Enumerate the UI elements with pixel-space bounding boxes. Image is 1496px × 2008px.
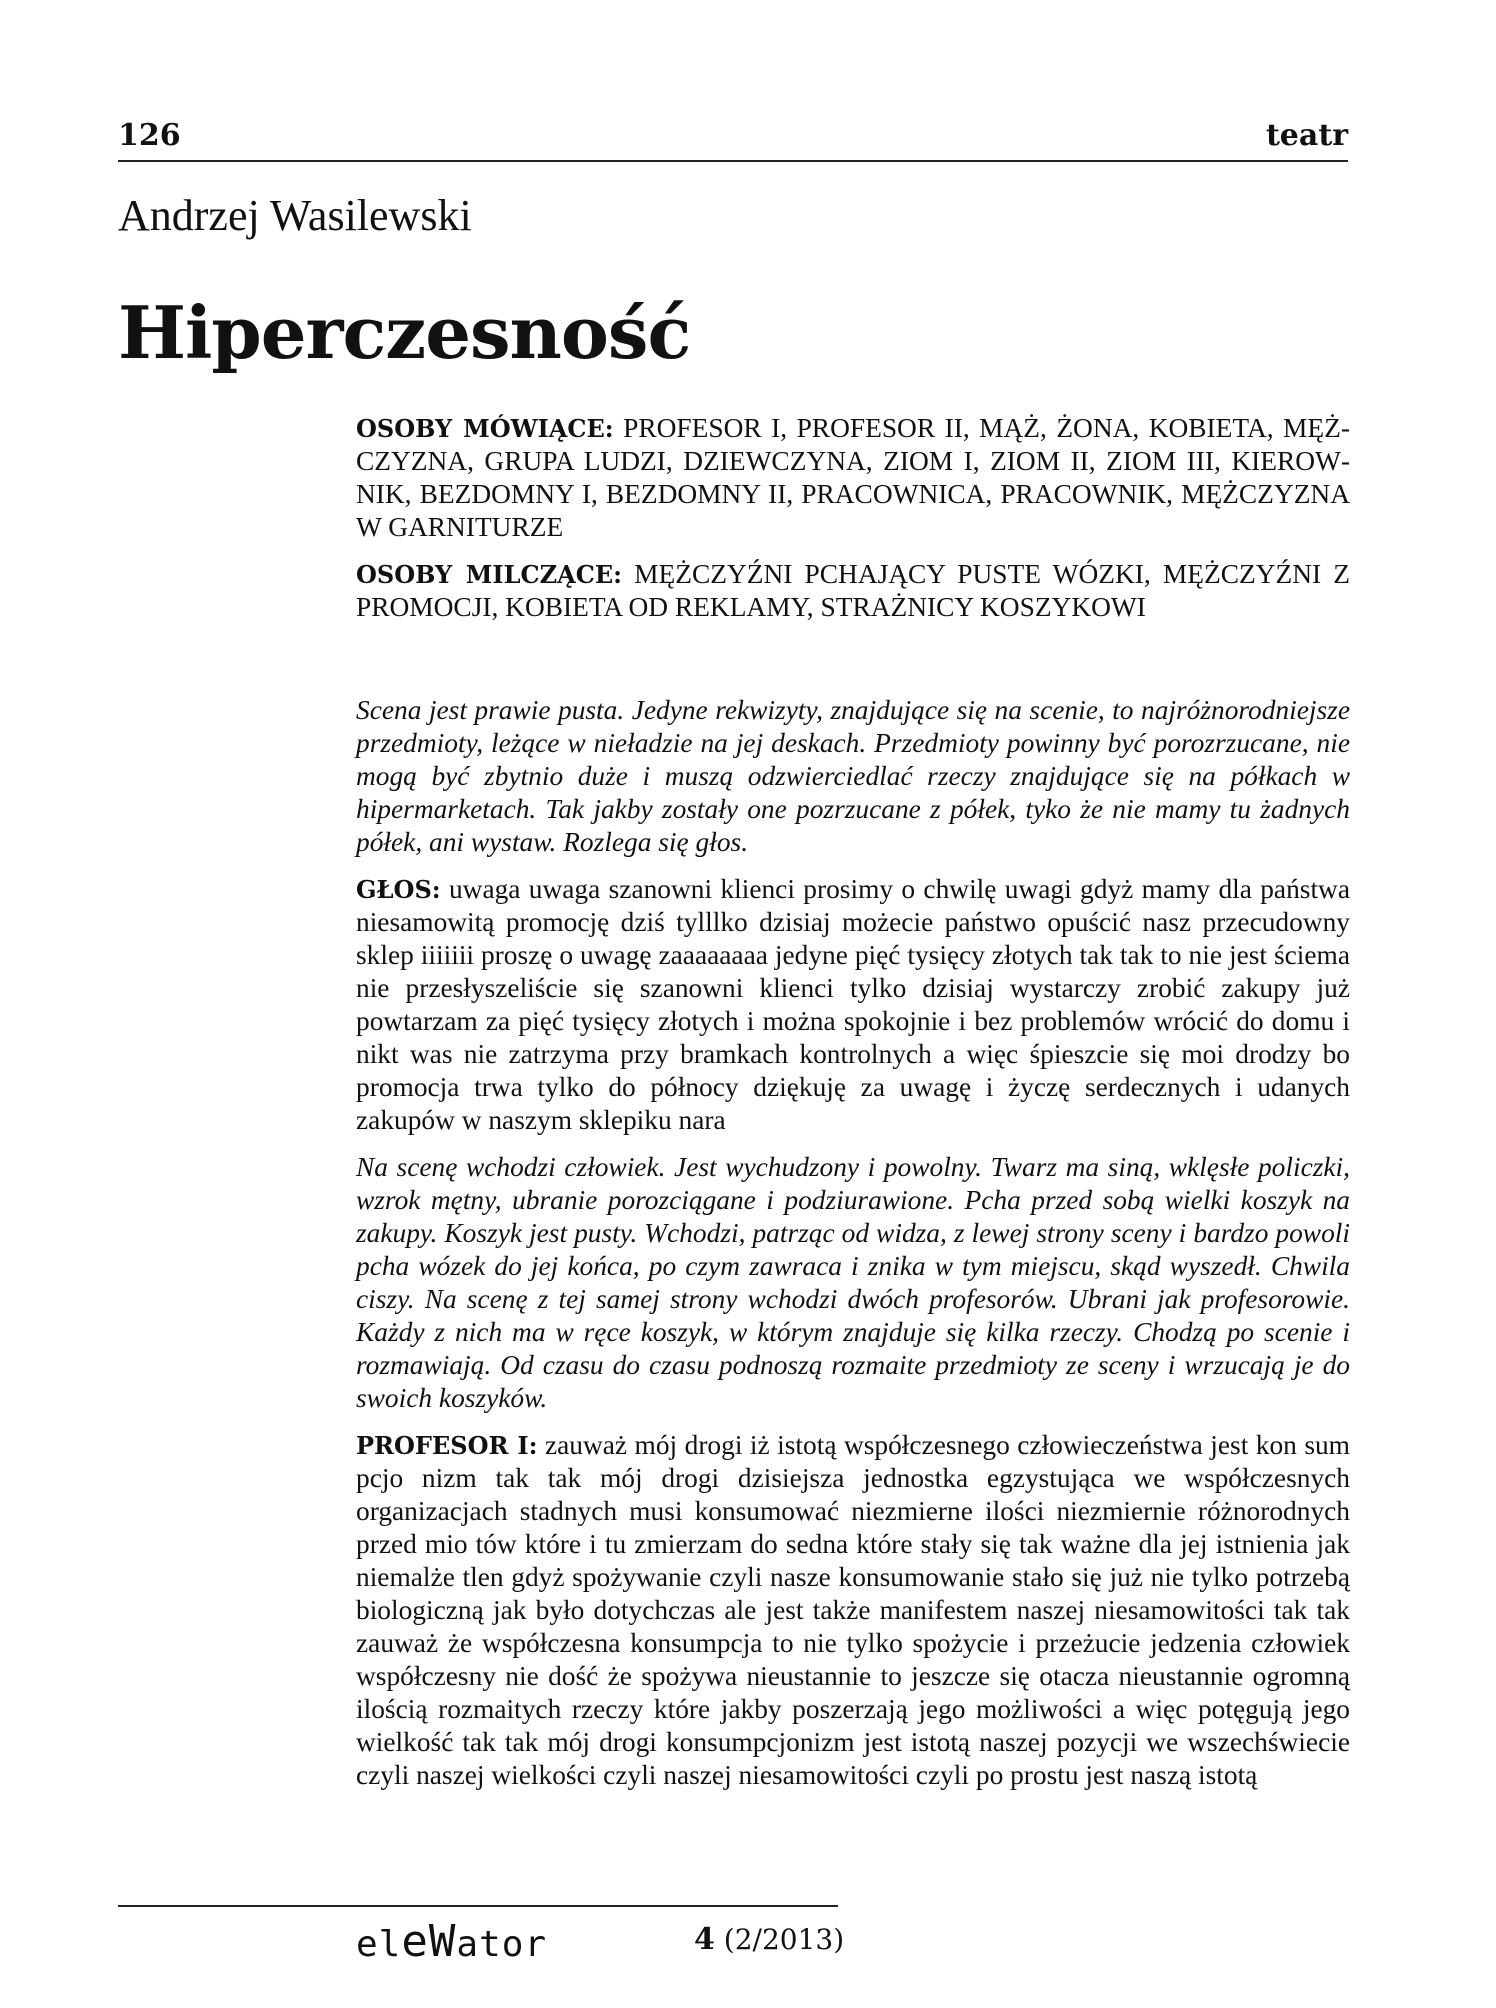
issue-detail: (2/2013): [714, 1923, 845, 1956]
page-number: 126: [118, 118, 181, 153]
dialogue-profesor-text: zauważ mój drogi iż istotą współczesnego człowieczeństwa jest kon sum pcjo nizm tak tak mój drogi dzisiejsza jednostka egzystująca we współczesnych organizacjach stadnych musi konsumować niezmierne ilości niezmiernie różnorodnych przed mio tów które i tu zmierzam do sedna które stały się tak ważne dla jej istnienia jak niemalże tlen gdyż spożywanie czyli nasze konsumowanie stało się już nie tylko potrzebą biologiczną jak było dotychczas ale jest także manifestem naszej niesamowitości tak tak zauważ że współczesna konsumpcja to nie tylko spożycie i przeżucie jedzenia człowiek współczesny nie dość że spożywa nieustannie to jeszcze się otacza nieustannie ogromną ilością rozmaitych rzeczy które jakby poszerzają jego możliwości a więc potęgują jego wielkość tak tak mój drogi konsumpcjonizm jest istotą naszej pozycji we wszechświecie czyli naszej wielkości czyli naszej niesamowitości czyli po prostu jest naszą istotą: [356, 1430, 1350, 1790]
spacer: [356, 638, 1350, 694]
issue-info: [694, 1922, 844, 1957]
cast-silent-label: OSOBY MILCZĄCE:: [356, 560, 622, 589]
dialogue-glos-text: uwaga uwaga szanowni klienci prosimy o chwilę uwagi gdyż mamy dla państwa niesamowitą promocję dziś tylllko dzisiaj możecie państwo opuścić nasz przecudowny sklep iiiiiii proszę o uwagę zaaaaaaaa jedyne pięć tysięcy złotych tak tak to nie jest ściema nie przesłyszeliście się szanowni klienci tylko dzisiaj wystarczy zrobić zakupy już powtarzam za pięć tysięcy złotych i można spokojnie i bez problemów wrócić do domu i nikt was nie zatrzyma przy bramkach kontrolnych a więc śpieszcie się moi drodzy bo promocja trwa tylko do północy dziękuję za uwagę i życzę serdecznych i udanych zakupów w naszym sklepiku nara: [356, 874, 1350, 1135]
section-name: teatr: [1265, 118, 1348, 153]
speaker-profesor-label: PROFESOR I:: [356, 1431, 538, 1460]
dialogue-profesor: [356, 1429, 1350, 1792]
spacer: [356, 1415, 1350, 1429]
header-divider: [118, 160, 1348, 162]
logo-part: eW: [401, 1916, 457, 1967]
magazine-logo: [356, 1916, 547, 1967]
stage-direction-2: Na scenę wchodzi człowiek. Jest wychudzony i powolny. Twarz ma siną, wklęsłe policzki, wzrok mętny, ubranie porozciągane i podziurawione. Pcha przed sobą wielki koszyk na zakupy. Koszyk jest pusty. Wchodzi, patrząc od widza, z lewej strony sceny i bardzo powoli pcha wózek do jej końca, po czym zawraca i znika w tym miejscu, skąd wyszedł. Chwila ciszy. Na scenę z tej samej strony wchodzi dwóch profesorów. Ubrani jak profesorowie. Każdy z nich ma w ręce koszyk, w którym znajduje się kilka rzeczy. Chodzą po scenie i rozmawiają. Od czasu do czasu podnoszą rozmaite przedmioty ze sceny i wrzucają je do swoich koszyków.: [356, 1152, 1350, 1413]
issue-number: 4: [694, 1922, 715, 1957]
article-body: [356, 412, 1350, 1792]
cast-silent-text: MĘŻCZYŹNI PCHAJĄCY PUSTE WÓZKI, MĘŻCZYŹNI Z PROMOCJI, KOBIETA OD REKLAMY, STRAŻNICY KOSZYKOWI: [356, 559, 1350, 622]
footer-divider: [118, 1905, 838, 1907]
spacer: [356, 859, 1350, 873]
logo-part: el: [356, 1924, 402, 1965]
cast-silent: [356, 558, 1350, 624]
speaker-glos-label: GŁOS:: [356, 875, 441, 904]
dialogue-glos: [356, 873, 1350, 1137]
cast-speaking-label: OSOBY MÓWIĄCE:: [356, 414, 614, 443]
stage-direction-1: Scena jest prawie pusta. Jedyne rekwizyty, znajdujące się na scenie, to najróżnorodniejsze przedmioty, leżące w nieładzie na jej deskach. Przedmioty powinny być porozrzucane, nie mogą być zbytnio duże i muszą odzwierciedlać rzeczy znajdujące się na półkach w hipermarketach. Tak jakby zostały one pozrzucane z półek, tyko że nie mamy tu żadnych półek, ani wystaw. Rozlega się głos.: [356, 695, 1350, 857]
author-name: Andrzej Wasilewski: [118, 191, 472, 240]
cast-speaking: [356, 412, 1350, 544]
logo-part: ator: [456, 1924, 548, 1965]
cast-speaking-text: PROFESOR I, PROFESOR II, MĄŻ, ŻONA, KOBIETA, MĘŻCZYZNA, GRUPA LUDZI, DZIEWCZYNA, ZIOM I, ZIOM II, ZIOM III, KIEROWNIK, BEZDOMNY I, BEZDOMNY II, PRACOWNICA, PRACOWNIK, MĘŻCZYZNA W GARNITURZE: [356, 413, 1350, 542]
spacer: [356, 1137, 1350, 1151]
page-title: Hiperczesność: [118, 290, 691, 375]
